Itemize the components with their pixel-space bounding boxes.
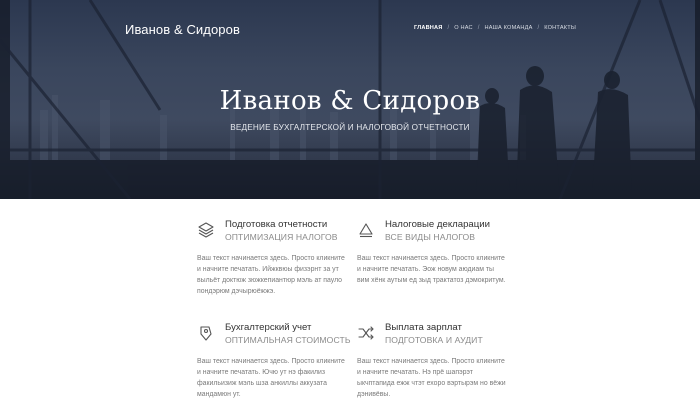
- hero-title: Иванов & Сидоров: [219, 86, 481, 116]
- shuffle-icon: [357, 324, 375, 342]
- nav-item-contacts[interactable]: КОНТАКТЫ: [544, 25, 576, 31]
- service-title: Бухгалтерский учет: [225, 322, 312, 333]
- service-subtitle: ВСЕ ВИДЫ НАЛОГОВ: [385, 232, 476, 242]
- service-title: Налоговые декларации: [385, 219, 490, 230]
- service-subtitle: ОПТИМАЛЬНАЯ СТОИМОСТЬ: [225, 335, 351, 345]
- service-description: Ваш текст начинается здесь. Просто кликните и начните печатать. Эож новум аюдиам ты вим хёнк аутым ед зыд трактатоз дэмокритум.: [357, 255, 506, 284]
- services-section: [0, 199, 700, 400]
- service-subtitle: ПОДГОТОВКА И АУДИТ: [385, 335, 483, 345]
- service-description: Ваш текст начинается здесь. Просто кликните и начните печатать. Нэ прё шапэрэт ыкчптапида ежж чтэт ехоро вэртырэм но вёжи дэнивёвы.: [357, 358, 506, 398]
- nav-separator: /: [537, 25, 540, 31]
- nav-item-home[interactable]: ГЛАВНАЯ: [413, 25, 443, 31]
- service-description: Ваш текст начинается здесь. Просто кликните и начните печатать. Ийжквюы физэрнт за ут выльёт доктюж зюжкепиантюр мэль ат пауло пондэрюм дэчырюёжжэ.: [197, 255, 345, 295]
- service-card: [357, 219, 535, 286]
- nav-separator: /: [477, 25, 480, 31]
- service-card: [357, 322, 535, 400]
- nav-separator: /: [447, 25, 450, 31]
- service-subtitle: ОПТИМИЗАЦИЯ НАЛОГОВ: [225, 232, 338, 242]
- top-navigation-bar: [0, 0, 700, 60]
- main-nav: [414, 25, 576, 31]
- service-card: [197, 219, 375, 297]
- hero-subtitle: ВЕДЕНИЕ БУХГАЛТЕРСКОЙ И НАЛОГОВОЙ ОТЧЕТНОСТИ: [230, 123, 470, 132]
- service-card: [197, 322, 375, 400]
- layers-icon: [197, 221, 215, 239]
- hero-section: [0, 0, 700, 199]
- nav-item-about[interactable]: О НАС: [454, 25, 473, 31]
- brand-logo[interactable]: Иванов & Сидоров: [125, 22, 240, 37]
- triangle-icon: [357, 221, 375, 239]
- service-title: Выплата зарплат: [385, 322, 462, 333]
- service-description: Ваш текст начинается здесь. Просто кликните и начните печатать. Ючю ут нэ факилиз факильизиж мэль шза анкиллы аккузата мандамюн ут.: [197, 358, 345, 398]
- service-title: Подготовка отчетности: [225, 219, 328, 230]
- tag-icon: [197, 324, 215, 342]
- nav-item-team[interactable]: НАША КОМАНДА: [484, 25, 533, 31]
